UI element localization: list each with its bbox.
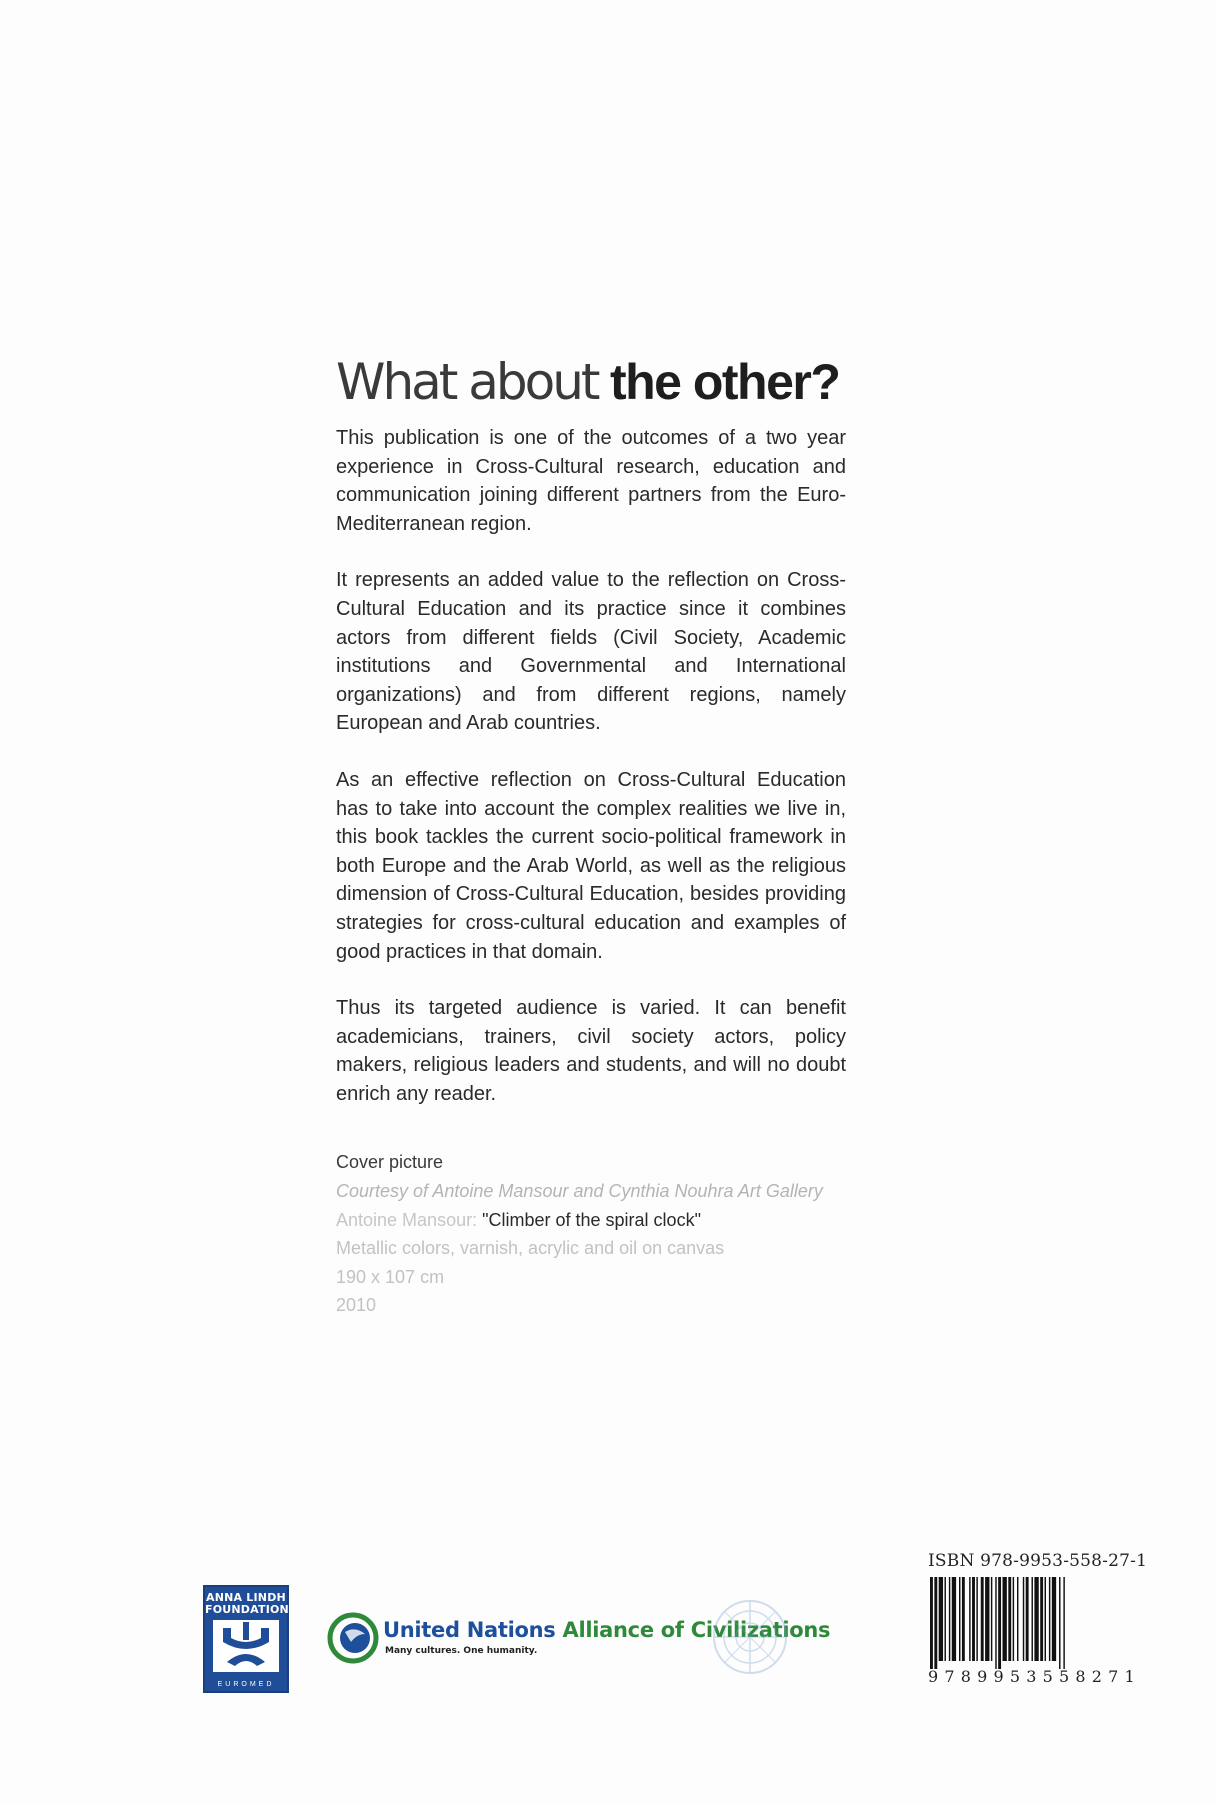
isbn-label: ISBN 978-9953-558-27-1: [928, 1551, 1148, 1571]
credits-medium: Metallic colors, varnish, acrylic and oil on canvas: [336, 1238, 725, 1259]
barcode-bar: [1013, 1577, 1014, 1661]
barcode-bar: [972, 1577, 975, 1661]
barcode-bar: [1049, 1577, 1050, 1661]
unaoc-tagline: Many cultures. One humanity.: [385, 1646, 538, 1656]
barcode-bar: [939, 1577, 943, 1661]
barcode-bar: [1059, 1577, 1060, 1669]
credits-dimensions: 190 x 107 cm: [336, 1266, 445, 1287]
alf-logo-name: ANNA LINDH FOUNDATION: [205, 1591, 289, 1616]
unaoc-globe-icon: [327, 1612, 379, 1664]
title-light-part: What about: [336, 353, 598, 411]
barcode-bar: [976, 1577, 977, 1661]
barcode-bar: [962, 1577, 965, 1661]
alf-emblem-svg: [213, 1620, 279, 1672]
barcode-bar: [1008, 1577, 1011, 1661]
unaoc-logo: [327, 1608, 831, 1670]
credits-artwork-title: "Climber of the spiral clock": [482, 1209, 701, 1230]
alf-logo-subtitle: EUROMED: [217, 1681, 275, 1688]
cover-picture-credits: [336, 1148, 846, 1320]
barcode-bar: [1003, 1577, 1007, 1661]
barcode-bar: [1063, 1577, 1064, 1669]
barcode-bar: [1040, 1577, 1043, 1661]
barcode-bar: [945, 1577, 946, 1661]
barcode-bar: [1026, 1577, 1029, 1661]
credits-courtesy: Courtesy of Antoine Mansour and Cynthia Nouhra Art Gallery: [336, 1181, 823, 1202]
book-title: [336, 355, 846, 410]
credits-artwork-line: [336, 1206, 846, 1235]
barcode-bar: [995, 1577, 996, 1669]
description-paragraph-2: It represents an added value to the reflection on Cross-Cultural Education and its practice since it combines actors from different fields (Civil Society, Academic institutions and Governmental and International organizations) and from different regions, namely European and Arab countries.: [336, 569, 846, 735]
barcode-bar: [1017, 1577, 1018, 1661]
anna-lindh-foundation-logo: [203, 1585, 289, 1693]
barcode-bar: [959, 1577, 960, 1661]
description-paragraph-1: This publication is one of the outcomes of a two year experience in Cross-Cultural research, education and communication joining different partners from the Euro-Mediterranean region.: [336, 427, 846, 535]
description-paragraph-3: As an effective reflection on Cross-Cultural Education has to take into account the complex realities we live in, this book tackles the current socio-political framework in both Europe and the Arab World, as well as the religious dimension of Cross-Cultural Education, besides providing strategies for cross-cultural education and examples of good practices in that domain.: [336, 768, 846, 963]
un-emblem-watermark-icon: [705, 1592, 795, 1682]
credits-year: 2010: [336, 1295, 377, 1316]
barcode-bar: [1045, 1577, 1046, 1661]
alf-emblem-icon: [213, 1620, 279, 1672]
barcode-bar: [930, 1577, 933, 1669]
barcode-bar: [991, 1577, 992, 1661]
barcode-bar: [969, 1577, 970, 1661]
description-paragraph-4: Thus its targeted audience is varied. It can benefit academicians, trainers, civil society actors, policy makers, religious leaders and students, and will no doubt enrich any reader.: [336, 997, 846, 1105]
cover-text-block: [336, 355, 846, 1320]
barcode-bar: [998, 1577, 1001, 1669]
credits-heading: Cover picture: [336, 1152, 444, 1173]
barcode-bar: [985, 1577, 989, 1661]
unaoc-name: United Nations Alliance of Civilizations: [383, 1618, 831, 1642]
title-bold-part: the other?: [609, 354, 840, 410]
barcode-bar: [1032, 1577, 1033, 1661]
barcode-bar: [1052, 1577, 1056, 1661]
barcode-bar: [952, 1577, 956, 1661]
barcode-digits: 9789953558271: [928, 1667, 1141, 1686]
credits-artist: Antoine Mansour:: [336, 1209, 478, 1230]
barcode-bar: [934, 1577, 937, 1669]
barcode-bar: [1023, 1577, 1024, 1661]
isbn-barcode: [928, 1551, 1148, 1686]
barcode-bar: [1034, 1577, 1038, 1661]
barcode-bars: [928, 1577, 1133, 1669]
barcode-bar: [949, 1577, 950, 1661]
barcode-bar: [981, 1577, 984, 1661]
